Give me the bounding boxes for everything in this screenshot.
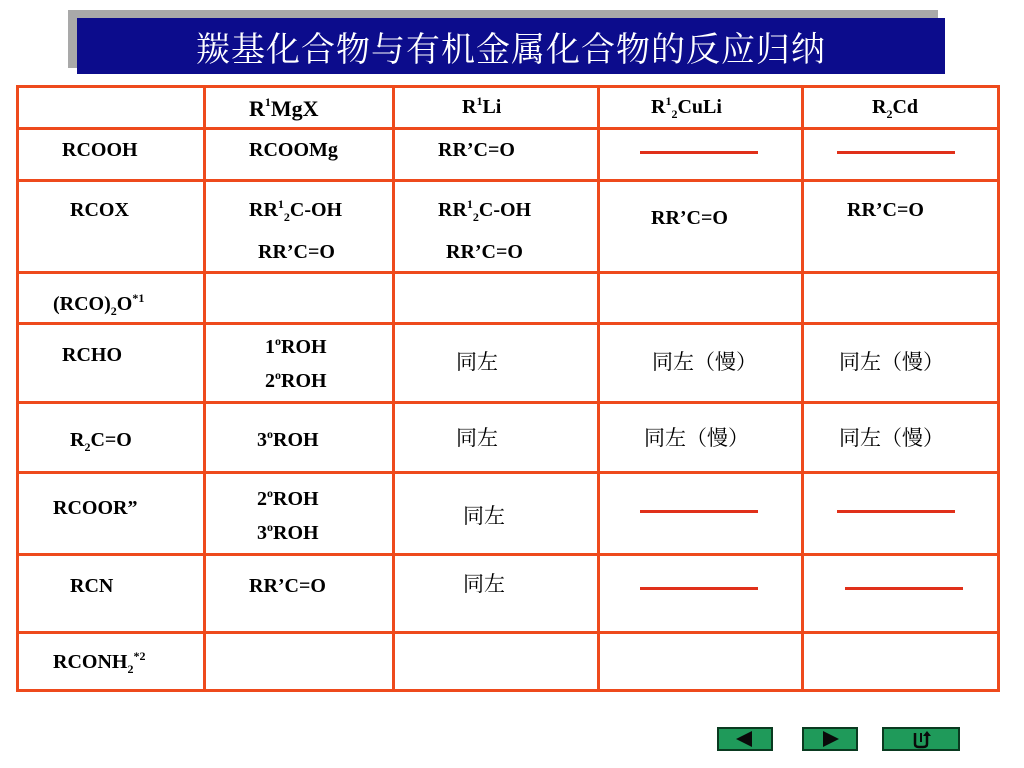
cell-rcho-cadmium: 同左（慢） — [839, 350, 944, 374]
cell-rcox-lithium-ketone: RR’C=O — [446, 241, 523, 263]
cell-rcho-grignard-primary: 1$^o$ROH — [265, 334, 327, 358]
row-label-ketone: $R_2C=O$ — [70, 429, 132, 454]
cell-rcho-grignard-secondary: 2$^o$ROH — [265, 368, 327, 392]
cell-ketone-lithium: 同左 — [456, 426, 498, 450]
row-divider — [16, 553, 1000, 556]
cell-ketone-cadmium: 同左（慢） — [839, 426, 944, 450]
table-border-left — [16, 85, 19, 692]
table-border-top — [16, 85, 1000, 88]
row-label-rcooh: RCOOH — [62, 139, 138, 161]
cell-rcox-grignard-alcohol: $RR^1_2C-OH$ — [249, 197, 343, 224]
row-divider — [16, 401, 1000, 404]
previous-slide-button[interactable] — [717, 727, 773, 751]
cell-nitrile-lithium: 同左 — [463, 572, 505, 596]
left-triangle-icon — [719, 729, 771, 749]
cell-rcox-cuprate: RR’C=O — [651, 207, 728, 229]
column-divider — [801, 85, 804, 692]
cell-ester-lithium: 同左 — [463, 504, 505, 528]
header-grignard: $R^1MgX$ — [249, 95, 319, 121]
header-cadmium: $R_2Cd$ — [872, 96, 919, 121]
cell-ketone-cuprate: 同左（慢） — [644, 426, 749, 450]
page-title — [77, 18, 945, 74]
table-border-right — [997, 85, 1000, 692]
right-triangle-icon — [804, 729, 856, 749]
cell-ketone-grignard: 3$^o$ROH — [257, 427, 319, 451]
no-reaction-dash — [837, 510, 955, 513]
cell-rcooh-grignard: RCOOMg — [249, 139, 338, 161]
column-divider — [203, 85, 206, 692]
column-divider — [392, 85, 395, 692]
no-reaction-dash — [837, 151, 955, 154]
no-reaction-dash — [640, 587, 758, 590]
no-reaction-dash — [640, 151, 758, 154]
return-arrow-icon — [884, 729, 958, 749]
cell-rcho-lithium: 同左 — [456, 350, 498, 374]
cell-rcox-grignard-ketone: RR’C=O — [258, 241, 335, 263]
cell-rcooh-lithium: RR’C=O — [438, 139, 515, 161]
header-cuprate: $R^1_2CuLi$ — [651, 94, 722, 121]
cell-rcox-lithium-alcohol: $RR^1_2C-OH$ — [438, 197, 532, 224]
row-divider — [16, 631, 1000, 634]
return-button[interactable] — [882, 727, 960, 751]
no-reaction-dash — [640, 510, 758, 513]
no-reaction-dash — [845, 587, 963, 590]
cell-rcho-cuprate: 同左（慢） — [652, 350, 757, 374]
row-label-ester: RCOOR” — [53, 497, 138, 519]
row-divider — [16, 471, 1000, 474]
row-divider — [16, 271, 1000, 274]
column-divider — [597, 85, 600, 692]
row-divider — [16, 179, 1000, 182]
cell-ester-grignard-secondary: 2$^o$ROH — [257, 486, 319, 510]
row-divider — [16, 322, 1000, 325]
cell-rcox-cadmium: RR’C=O — [847, 199, 924, 221]
row-label-anhydride: $(RCO)_2O^{*1}$ — [53, 291, 145, 318]
page-title-text: 羰基化合物与有机金属化合物的反应归纳 — [196, 29, 826, 70]
header-organolithium: $R^1Li$ — [462, 94, 502, 118]
row-label-rcho: RCHO — [62, 344, 122, 366]
row-label-amide: $RCONH_2^{*2}$ — [53, 649, 146, 676]
next-slide-button[interactable] — [802, 727, 858, 751]
row-label-nitrile: RCN — [70, 575, 114, 597]
row-divider — [16, 127, 1000, 130]
cell-nitrile-grignard: RR’C=O — [249, 575, 326, 597]
table-border-bottom — [16, 689, 1000, 692]
row-label-rcox: RCOX — [70, 199, 129, 221]
cell-ester-grignard-tertiary: 3$^o$ROH — [257, 520, 319, 544]
